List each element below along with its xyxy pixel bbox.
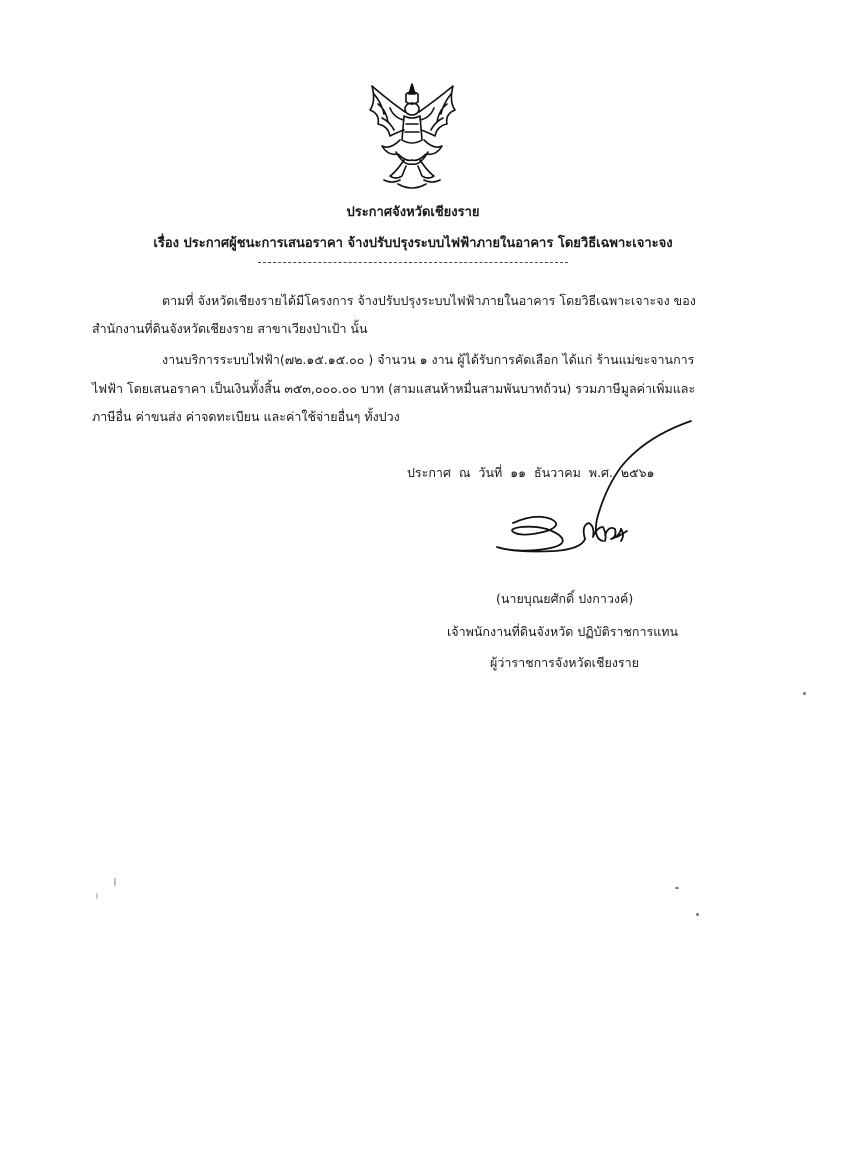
scan-speck bbox=[803, 692, 806, 695]
scan-speck bbox=[96, 893, 98, 899]
garuda-emblem-icon bbox=[360, 80, 465, 195]
signatory-position: เจ้าพนักงานที่ดินจังหวัด ปฏิบัติราชการแทน bbox=[447, 624, 679, 639]
body-paragraph-line: งานบริการระบบไฟฟ้า(๗๒.๑๕.๑๕.๐๐ ) จำนวน ๑ งาน ผู้ได้รับการคัดเลือก ได้แก่ ร้านแม่ขะจานการ bbox=[162, 352, 695, 367]
announcement-date: ประกาศ ณ วันที่ ๑๑ ธันวาคม พ.ศ. ๒๕๖๑ bbox=[407, 465, 655, 480]
signature bbox=[485, 415, 705, 570]
signatory-name: (นายบุณยศักดิ์ ปงกาวงค์) bbox=[496, 591, 634, 606]
scan-speck bbox=[675, 887, 679, 889]
signatory-position: ผู้ว่าราชการจังหวัดเชียงราย bbox=[490, 655, 639, 670]
document-subject: เรื่อง ประกาศผู้ชนะการเสนอราคา จ้างปรับปรุงระบบไฟฟ้าภายในอาคาร โดยวิธีเฉพาะเจาะจง bbox=[153, 236, 673, 251]
body-paragraph-line: สำนักงานที่ดินจังหวัดเชียงราย สาขาเวียงป่าเป้า นั้น bbox=[92, 321, 368, 336]
document-heading: ประกาศจังหวัดเชียงราย bbox=[346, 205, 480, 220]
body-paragraph-line: ไฟฟ้า โดยเสนอราคา เป็นเงินทั้งสิ้น ๓๕๓,๐๐๐.๐๐ บาท (สามแสนห้าหมื่นสามพันบาทถ้วน) รวมภาษีมูลค่าเพิ่มและ bbox=[92, 381, 696, 396]
body-paragraph-line: ตามที่ จังหวัดเชียงรายได้มีโครงการ จ้างปรับปรุงระบบไฟฟ้าภายในอาคาร โดยวิธีเฉพาะเจาะจง ของ bbox=[162, 293, 696, 308]
divider bbox=[258, 262, 568, 263]
scan-speck bbox=[114, 878, 116, 886]
scan-speck bbox=[696, 913, 699, 916]
body-paragraph-line: ภาษีอื่น ค่าขนส่ง ค่าจดทะเบียน และค่าใช้จ่ายอื่นๆ ทั้งปวง bbox=[92, 409, 400, 424]
